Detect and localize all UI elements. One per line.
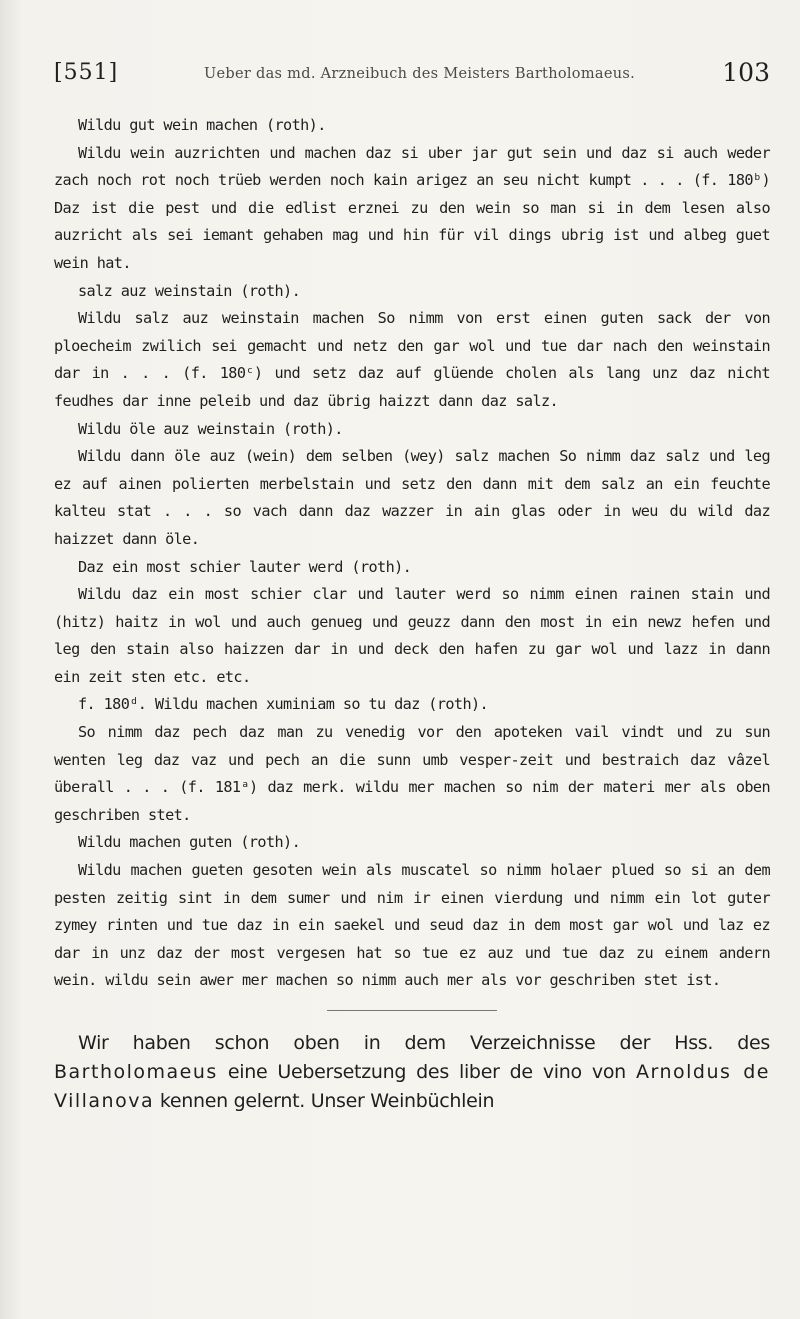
recipe-heading: salz auz weinstain (roth).: [78, 281, 301, 300]
recipe-paragraph: Wildu machen gueten gesoten wein als muscatel so nimm holaer plued so si an dem pesten zeitig sint in dem sumer und nim ir einen vierdung und nimm ein lot guter zymey rinten und tue daz in ein saekel und seud daz in dem most gar wol und laz ez dar in unz daz der most vergesen hat so tue ez auz und tue daz zu einem andern wein. wildu sein awer mer machen so nimm auch mer als vor geschriben stet ist.: [54, 861, 770, 990]
bracketed-page-number: [551]: [54, 60, 119, 85]
recipe-heading: Wildu öle auz weinstain (roth).: [78, 419, 343, 438]
main-text: [54, 112, 770, 1116]
commentary-text: kennen gelernt. Unser Weinbüchlein: [159, 1090, 495, 1112]
recipe-paragraph: So nimm daz pech daz man zu venedig vor den apoteken vail vindt und zu sun wenten leg daz vaz und pech an die sunn umb vesper-zeit und bestraich daz vâzel überall . . . (f. 181ᵃ) daz merk. wildu mer machen so nim der materi mer als oben geschriben stet.: [54, 723, 770, 824]
running-title: Ueber das md. Arzneibuch des Meisters Bartholomaeus.: [204, 66, 635, 82]
commentary-text: Wir haben schon oben in dem Verzeichnisse der Hss. des: [78, 1032, 770, 1054]
recipe-heading: Wildu gut wein machen (roth).: [78, 116, 326, 134]
page-number: 103: [722, 58, 770, 87]
recipe-heading: Daz ein most schier lauter werd (roth).: [78, 557, 412, 576]
recipe-paragraph: Wildu dann öle auz (wein) dem selben (wey) salz machen So nimm daz salz und leg ez auf ainen polierten merbelstain und setz den dann mit dem salz an ein feuchte kalteu stat . . . so vach dann daz wazzer in ain glas oder in weu du wild daz haizzet dann öle.: [54, 447, 770, 548]
running-header: [54, 60, 770, 100]
commentary-text: eine Uebersetzung des liber de vino von: [227, 1061, 626, 1083]
recipe-paragraph: Wildu daz ein most schier clar und lauter werd so nimm einen rainen stain und (hitz) haitz in wol und auch genueg und geuzz dann den most in ein newz hefen und leg den stain also haizzen dar in und deck den hafen zu gar wol und lazz in dann ein zeit sten etc. etc.: [54, 585, 770, 686]
recipe-paragraph: Wildu salz auz weinstain machen So nimm von erst einen guten sack der von ploecheim zwilich sei gemacht und netz den gar wol und tue dar nach den weinstain dar in . . . (f. 180ᶜ) und setz daz auf glüende cholen als lang unz daz nicht feudhes dar inne peleib und daz übrig haizzt dann daz salz.: [54, 309, 770, 410]
recipe-paragraph: Wildu wein auzrichten und machen daz si uber jar gut sein und daz si auch weder zach noch rot noch trüeb werden noch kain arigez an seu nicht kumpt . . . (f. 180ᵇ) Daz ist die pest und die edlist erznei zu den wein so man si in dem lesen also auzricht als sei iemant gehaben mag und hin für vil dings ubrig ist und albeg guet wein hat.: [54, 143, 770, 272]
recipe-heading: f. 180ᵈ. Wildu machen xuminiam so tu daz (roth).: [78, 695, 489, 714]
section-divider: [327, 1010, 497, 1011]
recipe-heading: Wildu machen guten (roth).: [78, 833, 301, 852]
author-name-bartholomaeus: Bartholomaeus: [54, 1061, 218, 1083]
commentary-paragraph: [54, 1029, 770, 1116]
author-name-arnoldus: Arnoldus de Villanova: [54, 1061, 770, 1112]
